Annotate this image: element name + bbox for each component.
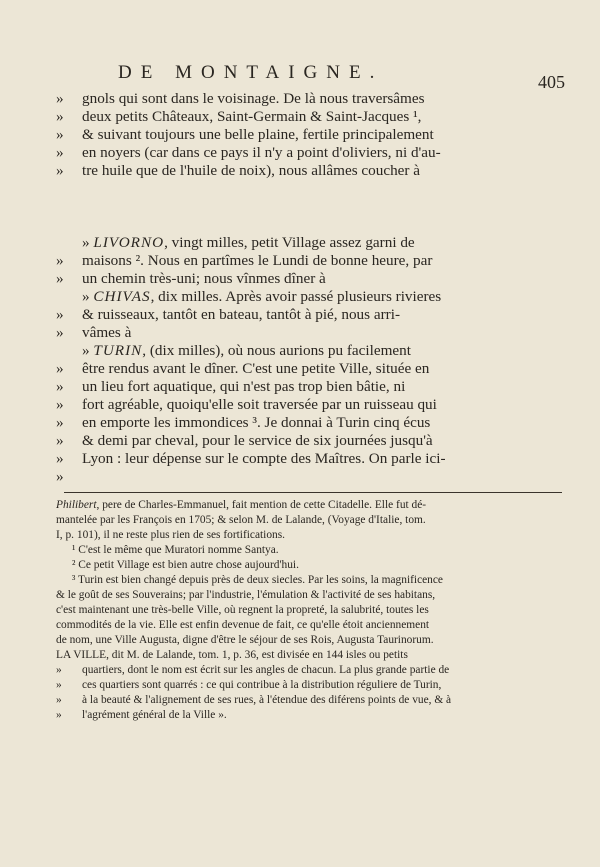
text-block-itinerary (56, 234, 568, 486)
text-line: » un chemin très-uni; nous vînmes dîner à (56, 270, 326, 287)
footnote-line: ¹ C'est le même que Muratori nomme Santya. (72, 544, 279, 556)
text-line: » TURIN, (dix milles), où nous aurions pu facilement (82, 342, 411, 359)
text-line: » CHIVAS, dix milles. Après avoir passé plusieurs rivieres (82, 288, 442, 305)
page-number: 405 (538, 72, 565, 92)
footnote-line: commodités de la vie. Elle est enfin devenue de fait, ce qu'elle étoit anciennement (56, 619, 430, 631)
footnote-line: ³ Turin est bien changé depuis près de deux siecles. Par les soins, la magnificence (72, 574, 443, 586)
footnote-line: de nom, une Ville Augusta, digne d'être le séjour de ses Rois, Augusta Taurinorum. (56, 634, 434, 646)
text-line: » & ruisseaux, tantôt en bateau, tantôt à pié, nous arri- (56, 306, 400, 323)
place-name: TURIN (93, 342, 143, 359)
text-line: » tre huile que de l'huile de noix), nous allâmes coucher à (56, 162, 421, 179)
text-line: » deux petits Châteaux, Saint-Germain & Saint-Jacques ¹, (56, 108, 422, 125)
footnote-line: c'est maintenant une très-belle Ville, où regnent la propreté, la salubrité, toutes les (56, 604, 429, 616)
footnote-line: LA VILLE, dit M. de Lalande, tom. 1, p. 36, est divisée en 144 isles ou petits (56, 649, 408, 661)
text-line: » LIVORNO, vingt milles, petit Village assez garni de (82, 234, 415, 251)
text-line: » Lyon : leur dépense sur le compte des Maîtres. On parle ici- (56, 450, 446, 467)
footnote-line: Philibert, pere de Charles-Emmanuel, fait mention de cette Citadelle. Elle fut dé- (56, 499, 427, 511)
text-line: » un lieu fort aquatique, qui n'est pas trop bien bâtie, ni (56, 378, 406, 395)
footnote-line: » à la beauté & l'alignement de ses rues, à l'étendue des diférens points de vue, & à (56, 694, 452, 706)
footnote-line: » ces quartiers sont quarrés : ce qui contribue à la distribution réguliere de Turin, (56, 679, 442, 691)
text-line: » vâmes à (56, 324, 132, 341)
footnote-line: » l'agrément général de la Ville ». (56, 709, 227, 721)
footnote-line: I, p. 101), il ne reste plus rien de ses fortifications. (56, 529, 286, 541)
text-line: » fort agréable, quoiqu'elle soit traversée par un ruisseau qui (56, 396, 437, 413)
text-line: » être rendus avant le dîner. C'est une petite Ville, située en (56, 360, 430, 377)
footnotes (56, 498, 568, 723)
text-line: » & suivant toujours une belle plaine, fertile principalement (56, 126, 434, 143)
running-head: DE MONTAIGNE. (118, 62, 384, 83)
text-line: » (56, 468, 64, 485)
place-name: CHIVAS (93, 288, 151, 305)
text-line: » en emporte les immondices ³. Je donnai à Turin cinq écus (56, 414, 431, 431)
text-line: » maisons ². Nous en partîmes le Lundi de bonne heure, par (56, 252, 433, 269)
footnote-line: ² Ce petit Village est bien autre chose aujourd'hui. (72, 559, 299, 571)
footnote-line: mantelée par les François en 1705; & selon M. de Lalande, (Voyage d'Italie, tom. (56, 514, 426, 526)
text-block-continued (56, 90, 568, 180)
footnote-line: » quartiers, dont le nom est écrit sur les angles de chacun. La plus grande partie de (56, 664, 450, 676)
text-line: » gnols qui sont dans le voisinage. De là nous traversâmes (56, 90, 425, 107)
footnote-rule (64, 492, 562, 493)
text-line: » en noyers (car dans ce pays il n'y a point d'oliviers, ni d'au- (56, 144, 441, 161)
place-name: LIVORNO (93, 234, 165, 251)
text-line: » & demi par cheval, pour le service de six journées jusqu'à (56, 432, 433, 449)
footnote-line: & le goût de ses Souverains; par l'industrie, l'émulation & l'activité de ses habitans, (56, 589, 436, 601)
